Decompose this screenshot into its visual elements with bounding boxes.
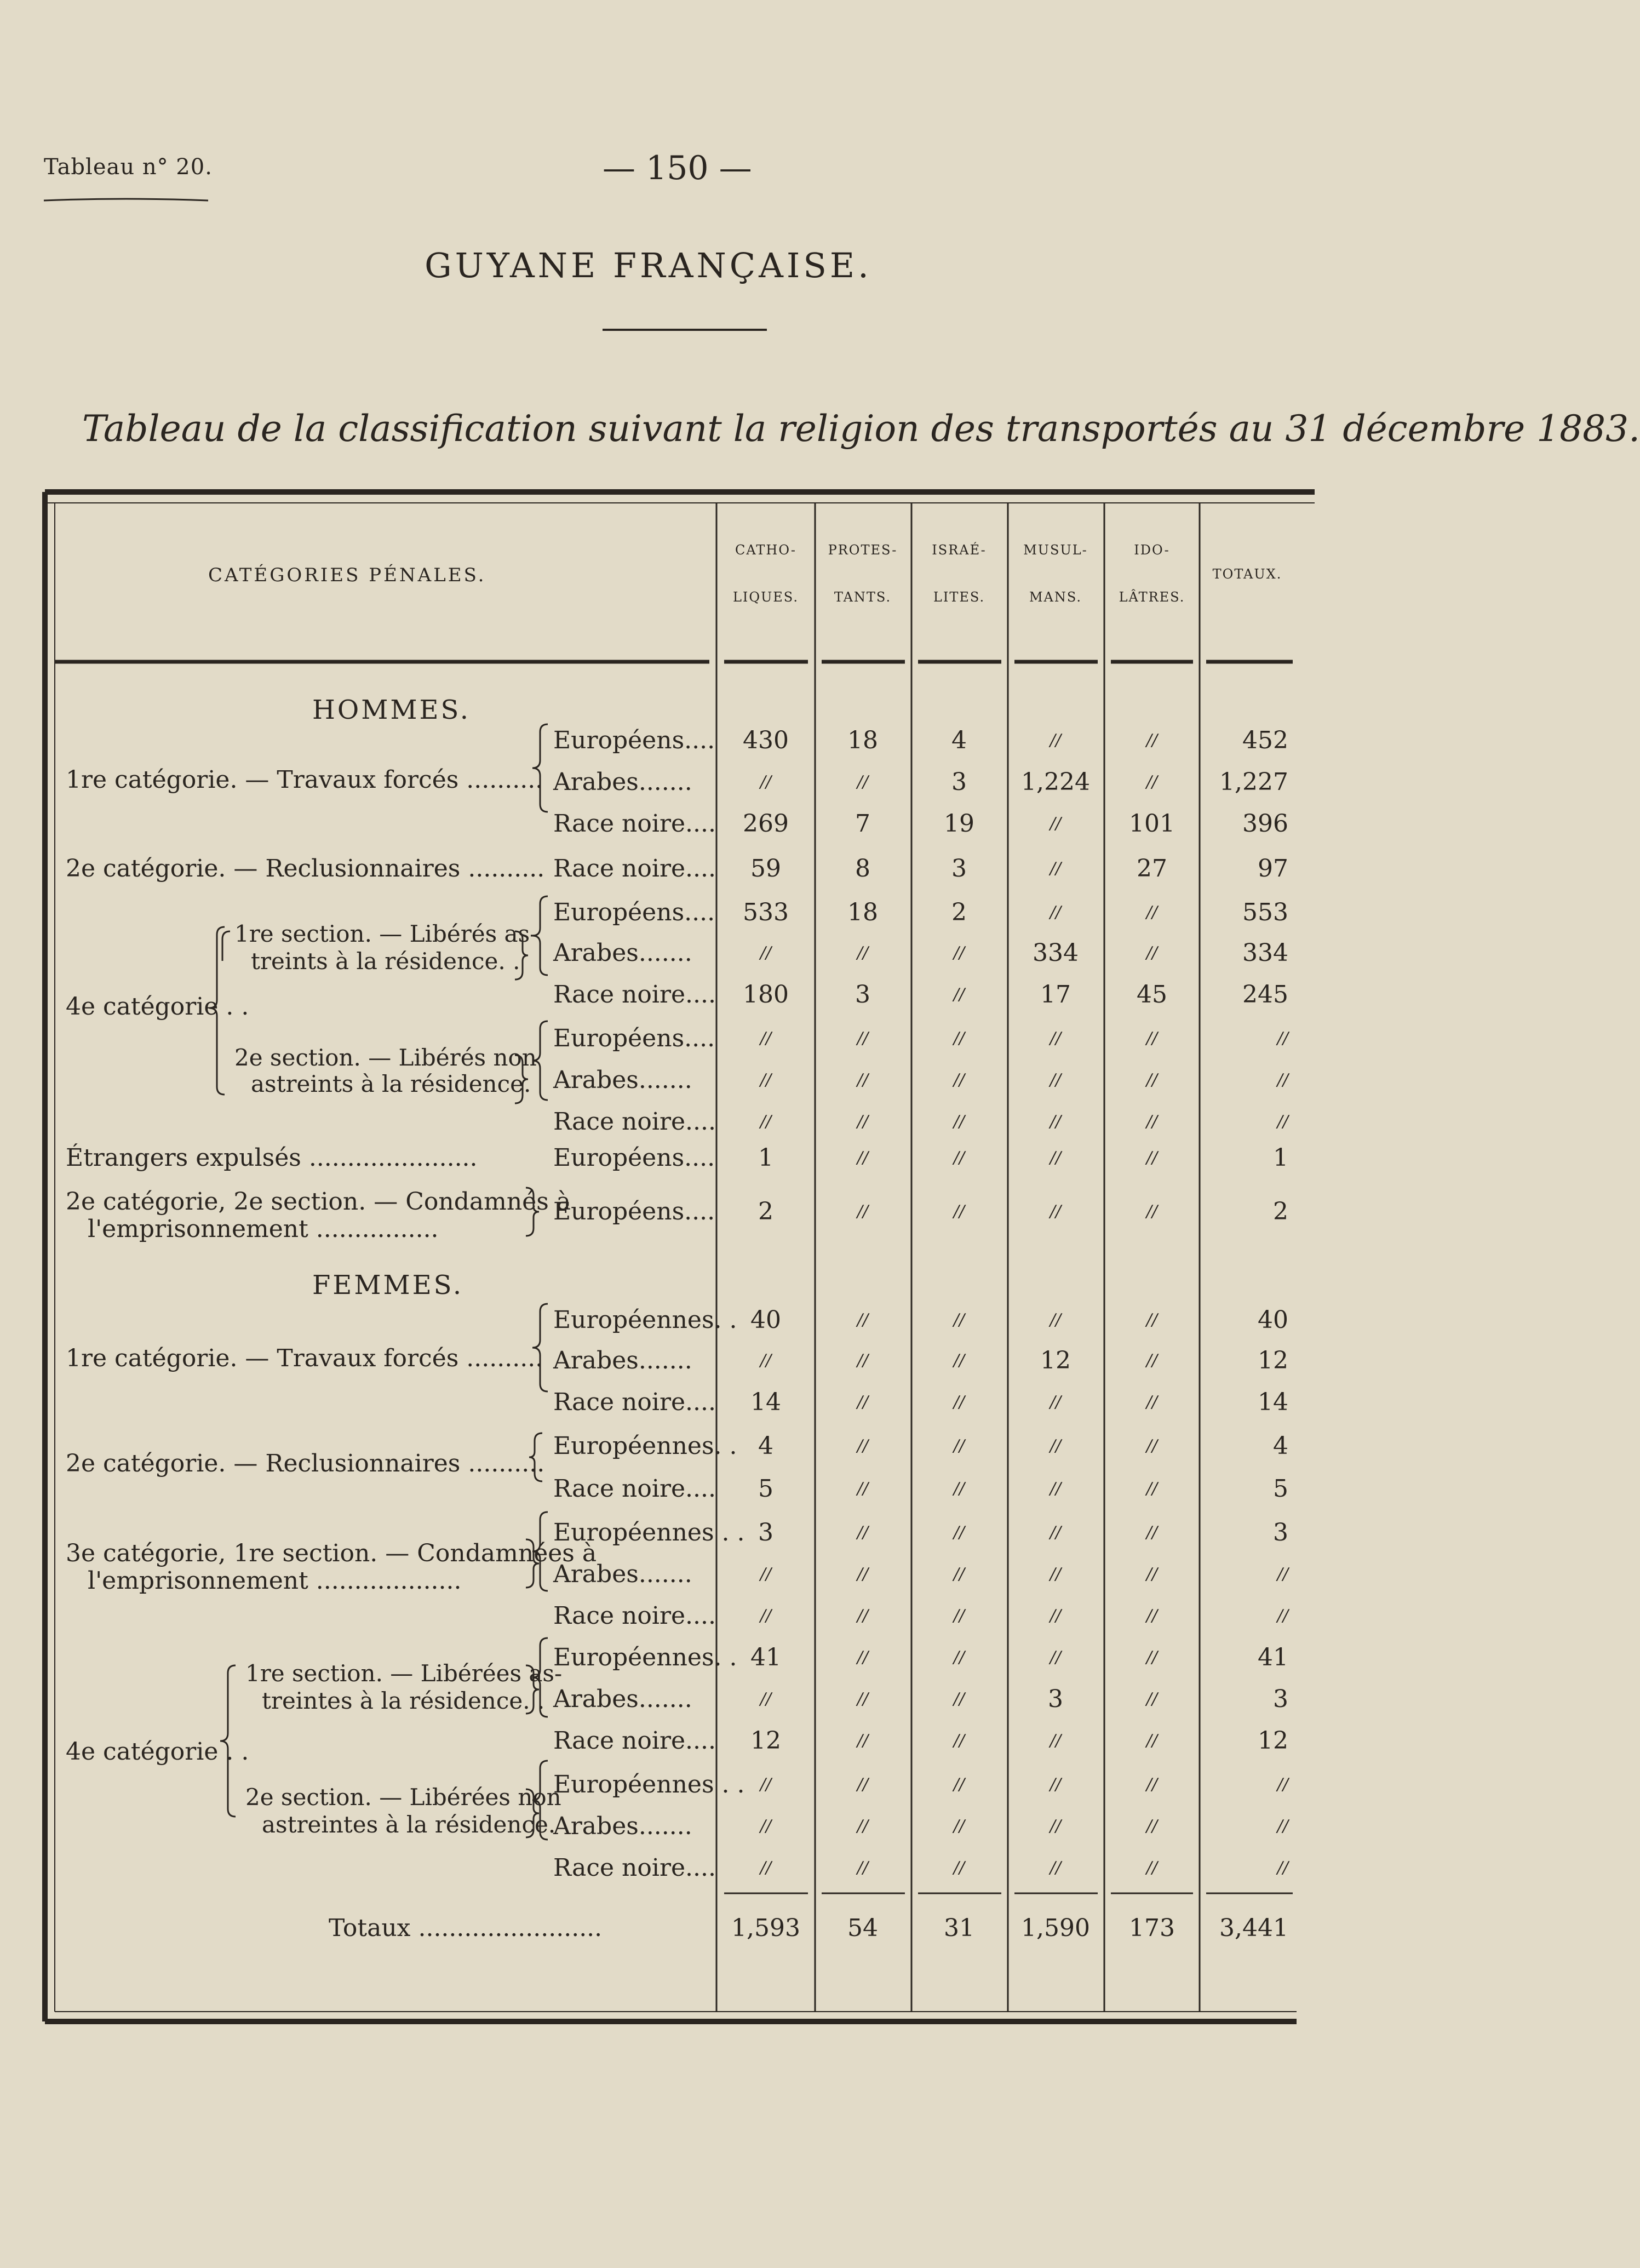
row-19-col-4: // xyxy=(1146,1606,1158,1625)
row-7-col-4: // xyxy=(1146,1029,1158,1048)
row-2-race: Race noire.... xyxy=(553,810,716,838)
row-16-total: 5 xyxy=(1273,1475,1288,1503)
row-22-col-0: 12 xyxy=(750,1727,781,1755)
label-f-cat4-s1-line2: treintes à la résidence. . xyxy=(262,1687,545,1714)
row-13-total: 12 xyxy=(1258,1347,1288,1374)
row-21-col-1: // xyxy=(857,1689,869,1709)
brace-h-cat4-s2-right xyxy=(515,1055,528,1103)
row-12-col-1: // xyxy=(857,1310,869,1330)
row-9-race: Race noire.... xyxy=(553,1108,716,1136)
row-14-col-3: // xyxy=(1050,1393,1062,1412)
row-1-col-0: // xyxy=(760,772,772,792)
row-15-col-2: // xyxy=(953,1436,965,1456)
total-col-2: 31 xyxy=(944,1914,974,1942)
row-11-total: 2 xyxy=(1273,1198,1288,1225)
row-1-col-1: // xyxy=(857,772,869,792)
page-number: — 150 — xyxy=(603,149,752,187)
row-16-col-0: 5 xyxy=(758,1475,773,1503)
row-17-col-0: 3 xyxy=(758,1519,773,1547)
row-2-col-0: 269 xyxy=(743,810,789,838)
label-f-cat2: 2e catégorie. — Reclusionnaires .......... xyxy=(66,1450,545,1477)
brace-h-cat2s2 xyxy=(526,1188,539,1236)
row-24-col-1: // xyxy=(857,1817,869,1836)
row-24-col-0: // xyxy=(760,1817,772,1836)
row-17-col-2: // xyxy=(953,1523,965,1542)
total-col-4: 173 xyxy=(1129,1914,1175,1942)
brace-h-cat4-s1-right xyxy=(515,931,528,980)
row-17-total: 3 xyxy=(1273,1519,1288,1547)
label-f-cat3-line2: l'emprisonnement ................... xyxy=(88,1567,462,1595)
row-18-col-2: // xyxy=(953,1565,965,1584)
row-20-total: 41 xyxy=(1258,1643,1288,1671)
total-col-3: 1,590 xyxy=(1021,1914,1090,1942)
row-16-col-3: // xyxy=(1050,1479,1062,1498)
table-subtitle: Tableau de la classification suivant la religion des transportés au 31 décembre 1883. xyxy=(82,408,1640,450)
row-16-col-4: // xyxy=(1146,1479,1158,1498)
row-1-col-3: 1,224 xyxy=(1021,768,1090,796)
row-8-col-0: // xyxy=(760,1070,772,1090)
row-9-col-1: // xyxy=(857,1112,869,1131)
label-h-cat4-s2-line1: 2e section. — Libérés non xyxy=(234,1044,537,1071)
header-israelites-2: LITES. xyxy=(933,589,985,605)
row-9-col-3: // xyxy=(1050,1112,1062,1131)
row-21-col-2: // xyxy=(953,1689,965,1709)
row-8-col-3: // xyxy=(1050,1070,1062,1090)
row-3-col-0: 59 xyxy=(750,855,781,883)
brace-f-cat4-s1-right xyxy=(526,1665,539,1714)
row-15-col-4: // xyxy=(1146,1436,1158,1456)
row-4-col-2: 2 xyxy=(951,898,967,926)
row-5-col-3: 334 xyxy=(1033,939,1079,967)
row-0-race: Européens.... xyxy=(553,726,715,754)
brace-f-cat1 xyxy=(532,1304,548,1391)
label-f-cat4-s2-line1: 2e section. — Libérées non xyxy=(245,1784,561,1811)
row-23-col-0: // xyxy=(760,1775,772,1794)
header-idolatres-1: IDO- xyxy=(1134,542,1170,558)
row-18-col-0: // xyxy=(760,1565,772,1584)
row-2-col-2: 19 xyxy=(944,810,974,838)
row-19-col-3: // xyxy=(1050,1606,1062,1625)
row-18-total: // xyxy=(1277,1565,1288,1584)
row-15-race: Européennes. . xyxy=(553,1432,737,1460)
label-h-cat4-s1-line2: treints à la résidence. . xyxy=(251,948,520,975)
row-1-col-2: 3 xyxy=(951,768,967,796)
row-14-total: 14 xyxy=(1258,1388,1288,1416)
row-20-col-1: // xyxy=(857,1648,869,1667)
row-24-race: Arabes....... xyxy=(553,1812,692,1840)
label-h-cat4-s1-line1: 1re section. — Libérés as- xyxy=(234,920,538,947)
row-16-race: Race noire.... xyxy=(553,1475,716,1503)
row-13-col-4: // xyxy=(1146,1351,1158,1370)
row-6-race: Race noire.... xyxy=(553,981,716,1009)
row-5-col-2: // xyxy=(953,943,965,963)
brace-h-cat4-outer-a xyxy=(222,931,230,961)
section-hommes: HOMMES. xyxy=(312,695,471,725)
brace-f-cat4-outer xyxy=(220,1665,236,1817)
row-13-col-2: // xyxy=(953,1351,965,1370)
row-21-total: 3 xyxy=(1273,1685,1288,1713)
row-0-col-1: 18 xyxy=(847,726,878,754)
row-23-col-3: // xyxy=(1050,1775,1062,1794)
row-25-race: Race noire.... xyxy=(553,1854,716,1882)
row-21-col-3: 3 xyxy=(1048,1685,1063,1713)
row-13-col-1: // xyxy=(857,1351,869,1370)
row-7-col-2: // xyxy=(953,1029,965,1048)
header-idolatres-2: LÂTRES. xyxy=(1119,589,1185,605)
row-25-total: // xyxy=(1277,1858,1288,1877)
row-7-col-1: // xyxy=(857,1029,869,1048)
row-9-total: // xyxy=(1277,1112,1288,1131)
row-7-race: Européens.... xyxy=(553,1024,715,1052)
section-femmes: FEMMES. xyxy=(312,1270,464,1301)
label-totaux: Totaux ........................ xyxy=(329,1914,603,1942)
row-18-col-1: // xyxy=(857,1565,869,1584)
row-21-col-0: // xyxy=(760,1689,772,1709)
row-24-col-3: // xyxy=(1050,1817,1062,1836)
header-israelites-1: ISRAÉ- xyxy=(932,542,987,558)
row-12-col-0: 40 xyxy=(750,1306,781,1334)
row-12-col-2: // xyxy=(953,1310,965,1330)
total-col-0: 1,593 xyxy=(731,1914,800,1942)
label-f-cat4-s1-line1: 1re section. — Libérées as- xyxy=(245,1660,563,1687)
brace-f-cat2 xyxy=(529,1433,542,1481)
header-musulmans-2: MANS. xyxy=(1029,589,1082,605)
row-8-total: // xyxy=(1277,1070,1288,1090)
row-14-race: Race noire.... xyxy=(553,1388,716,1416)
header-protestants-2: TANTS. xyxy=(834,589,892,605)
header-catholiques-1: CATHO- xyxy=(735,542,796,558)
total-grand: 3,441 xyxy=(1219,1914,1288,1942)
row-0-col-2: 4 xyxy=(951,726,967,754)
row-17-col-1: // xyxy=(857,1523,869,1542)
row-23-col-1: // xyxy=(857,1775,869,1794)
brace-f-cat4-s2-right xyxy=(526,1789,539,1837)
row-22-col-1: // xyxy=(857,1731,869,1750)
row-1-col-4: // xyxy=(1146,772,1158,792)
row-16-col-2: // xyxy=(953,1479,965,1498)
row-6-col-3: 17 xyxy=(1040,981,1071,1009)
row-13-race: Arabes....... xyxy=(553,1347,692,1374)
row-16-col-1: // xyxy=(857,1479,869,1498)
row-5-col-0: // xyxy=(760,943,772,963)
row-10-race: Européens.... xyxy=(553,1144,715,1172)
row-4-col-0: 533 xyxy=(743,898,789,926)
row-19-col-2: // xyxy=(953,1606,965,1625)
row-19-race: Race noire.... xyxy=(553,1602,716,1630)
row-12-col-3: // xyxy=(1050,1310,1062,1330)
row-10-col-0: 1 xyxy=(758,1144,773,1172)
row-0-col-4: // xyxy=(1146,731,1158,750)
row-25-col-0: // xyxy=(760,1858,772,1877)
row-23-race: Européennes . . xyxy=(553,1771,745,1799)
row-9-col-0: // xyxy=(760,1112,772,1131)
row-15-col-3: // xyxy=(1050,1436,1062,1456)
brace-f-cat3-right xyxy=(526,1539,539,1588)
header-protestants-1: PROTES- xyxy=(828,542,898,558)
row-10-total: 1 xyxy=(1273,1144,1288,1172)
row-20-col-3: // xyxy=(1050,1648,1062,1667)
row-22-col-3: // xyxy=(1050,1731,1062,1750)
row-20-race: Européennes. . xyxy=(553,1643,737,1671)
label-h-cat2s2-line2: l'emprisonnement ................ xyxy=(88,1215,439,1243)
row-22-col-4: // xyxy=(1146,1731,1158,1750)
row-6-col-1: 3 xyxy=(855,981,870,1009)
row-1-total: 1,227 xyxy=(1219,768,1288,796)
row-9-col-2: // xyxy=(953,1112,965,1131)
row-18-col-3: // xyxy=(1050,1565,1062,1584)
row-7-total: // xyxy=(1277,1029,1288,1048)
row-1-race: Arabes....... xyxy=(553,768,692,796)
label-f-cat4-s2-line2: astreintes à la résidence. xyxy=(262,1811,556,1838)
brace-f-cat4-s2-left xyxy=(532,1761,548,1840)
brace-h-cat4-s2-left xyxy=(532,1021,548,1100)
label-f-cat1: 1re catégorie. — Travaux forcés .......... xyxy=(66,1344,543,1372)
row-3-col-3: // xyxy=(1050,859,1062,878)
row-10-col-3: // xyxy=(1050,1148,1062,1167)
row-19-col-0: // xyxy=(760,1606,772,1625)
row-17-col-4: // xyxy=(1146,1523,1158,1542)
row-11-col-2: // xyxy=(953,1202,965,1221)
row-19-col-1: // xyxy=(857,1606,869,1625)
row-14-col-1: // xyxy=(857,1393,869,1412)
row-14-col-4: // xyxy=(1146,1393,1158,1412)
row-5-col-4: // xyxy=(1146,943,1158,963)
row-17-col-3: // xyxy=(1050,1523,1062,1542)
label-h-cat4: 4e catégorie . . xyxy=(66,993,249,1021)
row-7-col-3: // xyxy=(1050,1029,1062,1048)
row-15-total: 4 xyxy=(1273,1432,1288,1460)
row-8-col-4: // xyxy=(1146,1070,1158,1090)
label-h-cat2: 2e catégorie. — Reclusionnaires .......... xyxy=(66,855,545,883)
row-22-col-2: // xyxy=(953,1731,965,1750)
row-15-col-1: // xyxy=(857,1436,869,1456)
row-0-total: 452 xyxy=(1242,726,1288,754)
row-13-col-0: // xyxy=(760,1351,772,1370)
row-22-total: 12 xyxy=(1258,1727,1288,1755)
row-4-col-1: 18 xyxy=(847,898,878,926)
row-15-col-0: 4 xyxy=(758,1432,773,1460)
label-h-cat1: 1re catégorie. — Travaux forcés .......... xyxy=(66,766,543,794)
row-24-col-2: // xyxy=(953,1817,965,1836)
row-20-col-0: 41 xyxy=(750,1643,781,1671)
row-3-col-2: 3 xyxy=(951,855,967,883)
row-5-total: 334 xyxy=(1242,939,1288,967)
row-14-col-0: 14 xyxy=(750,1388,781,1416)
page-title: GUYANE FRANÇAISE. xyxy=(425,245,872,285)
row-20-col-2: // xyxy=(953,1648,965,1667)
row-10-col-4: // xyxy=(1146,1148,1158,1167)
row-8-col-2: // xyxy=(953,1070,965,1090)
header-catholiques-2: LIQUES. xyxy=(732,589,799,605)
header-categories: CATÉGORIES PÉNALES. xyxy=(208,564,486,586)
row-6-col-0: 180 xyxy=(743,981,789,1009)
row-25-col-3: // xyxy=(1050,1858,1062,1877)
total-col-1: 54 xyxy=(847,1914,878,1942)
row-25-col-4: // xyxy=(1146,1858,1158,1877)
row-6-total: 245 xyxy=(1242,981,1288,1009)
brace-f-cat3-left xyxy=(532,1512,548,1591)
row-11-race: Européens.... xyxy=(553,1198,715,1225)
row-12-col-4: // xyxy=(1146,1310,1158,1330)
row-10-col-2: // xyxy=(953,1148,965,1167)
brace-h-cat1 xyxy=(532,724,548,812)
row-11-col-0: 2 xyxy=(758,1198,773,1225)
row-3-race: Race noire.... xyxy=(553,855,716,883)
row-18-race: Arabes....... xyxy=(553,1560,692,1588)
brace-h-cat4-s1-left xyxy=(532,896,548,975)
row-11-col-3: // xyxy=(1050,1202,1062,1221)
row-10-col-1: // xyxy=(857,1148,869,1167)
row-23-total: // xyxy=(1277,1775,1288,1794)
row-3-col-4: 27 xyxy=(1137,855,1167,883)
row-0-col-0: 430 xyxy=(743,726,789,754)
row-23-col-2: // xyxy=(953,1775,965,1794)
row-6-col-2: // xyxy=(953,985,965,1004)
row-25-col-1: // xyxy=(857,1858,869,1877)
brace-f-cat4-s1-left xyxy=(532,1638,548,1717)
row-23-col-4: // xyxy=(1146,1775,1158,1794)
row-18-col-4: // xyxy=(1146,1565,1158,1584)
label-f-cat3-line1: 3e catégorie, 1re section. — Condamnées à xyxy=(66,1539,597,1567)
row-8-col-1: // xyxy=(857,1070,869,1090)
row-0-col-3: // xyxy=(1050,731,1062,750)
row-12-total: 40 xyxy=(1258,1306,1288,1334)
row-7-col-0: // xyxy=(760,1029,772,1048)
row-19-total: // xyxy=(1277,1606,1288,1625)
label-f-cat4: 4e catégorie . . xyxy=(66,1738,249,1766)
label-h-cat2s2-line1: 2e catégorie, 2e section. — Condamnés à xyxy=(66,1188,571,1216)
table-number: Tableau n° 20. xyxy=(44,154,213,180)
row-8-race: Arabes....... xyxy=(553,1066,692,1094)
row-22-race: Race noire.... xyxy=(553,1727,716,1755)
row-5-col-1: // xyxy=(857,943,869,963)
row-25-col-2: // xyxy=(953,1858,965,1877)
row-5-race: Arabes....... xyxy=(553,939,692,967)
row-20-col-4: // xyxy=(1146,1648,1158,1667)
row-24-col-4: // xyxy=(1146,1817,1158,1836)
label-h-etrangers: Étrangers expulsés ...................... xyxy=(66,1144,478,1172)
header-totaux: TOTAUX. xyxy=(1212,566,1282,582)
row-4-col-3: // xyxy=(1050,903,1062,922)
row-2-col-1: 7 xyxy=(855,810,870,838)
row-24-total: // xyxy=(1277,1817,1288,1836)
row-21-race: Arabes....... xyxy=(553,1685,692,1713)
row-3-col-1: 8 xyxy=(855,855,870,883)
row-4-race: Européens.... xyxy=(553,898,715,926)
row-17-race: Européennes . . xyxy=(553,1519,745,1547)
row-2-col-3: // xyxy=(1050,814,1062,833)
row-13-col-3: 12 xyxy=(1040,1347,1071,1374)
row-4-col-4: // xyxy=(1146,903,1158,922)
row-9-col-4: // xyxy=(1146,1112,1158,1131)
row-14-col-2: // xyxy=(953,1393,965,1412)
row-12-race: Européennes. . xyxy=(553,1306,737,1334)
row-21-col-4: // xyxy=(1146,1689,1158,1709)
row-11-col-4: // xyxy=(1146,1202,1158,1221)
header-musulmans-1: MUSUL- xyxy=(1023,542,1088,558)
row-4-total: 553 xyxy=(1242,898,1288,926)
row-3-total: 97 xyxy=(1258,855,1288,883)
row-2-col-4: 101 xyxy=(1129,810,1175,838)
row-6-col-4: 45 xyxy=(1137,981,1167,1009)
row-2-total: 396 xyxy=(1242,810,1288,838)
label-h-cat4-s2-line2: astreints à la résidence. xyxy=(251,1070,531,1097)
row-11-col-1: // xyxy=(857,1202,869,1221)
